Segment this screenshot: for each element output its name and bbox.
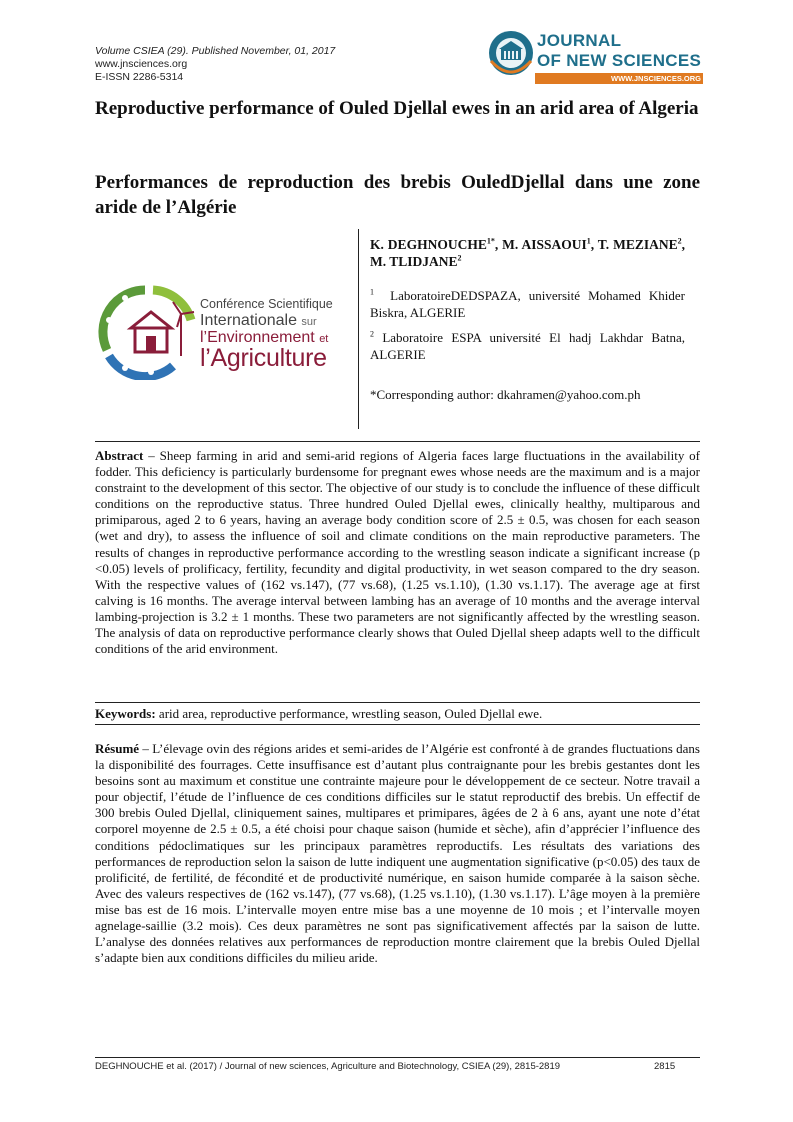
author-3-sup: 2: [677, 236, 682, 246]
author-1: K. DEGHNOUCHE: [370, 237, 487, 252]
conference-logo-line2: [200, 312, 317, 330]
resume-text: – L’élevage ovin des régions arides et semi-arides de l’Algérie est confronté à de grandes fluctuations dans la disponibilité des fourrages. Cette insuffisance est d’autant plus contraignante pour les brebis gestantes dont les besoins sont au maximum et constitue une contrainte majeure pour le développement de ce secteur. Notre travail a pour objectif, l’étude de l’influence de ces conditions difficiles sur le statut reproductif des brebis. Un effectif de 300 brebis Ouled Djellal, cliniquement saines, multipares et primipares, âgées de 2 à 6 ans, ayant une note d’état corporel moyenne de 2.5 ± 0.5, a été choisi pour chaque saison (humide et sèche), afin d’apprécier l’influence des conditions pédoclimatiques sur les principaux paramètres reproductifs. Les résultats des variations des performances de reproduction selon la saison de lutte indiquent une augmentation significative (p<0.05) des taux de prolificité, de fertilité, de fécondité et de productivité numérique, en saison humide comparée à la saison sèche. Avec des valeurs respectives de (162 vs.147), (77 vs.68), (1.25 vs.1.10), (1.30 vs.1.17). L’âge moyen à la première mise bas est de 16 mois. L’intervalle moyen entre mise bas a une moyenne de 10 mois ; et l’intervalle moyen agnelage-saillie (3.2 mois). Ces deux paramètres ne sont pas significativement affectés par la saison de lutte. L’analyse des données relatives aux performances de reproduction montre clairement que la brebis Ouled Djellal s’adapte bien aux conditions difficiles du milieu aride.: [95, 741, 700, 966]
keywords-line: [95, 706, 700, 722]
conference-logo-line2-b: sur: [301, 316, 317, 328]
resume-paragraph: [95, 741, 700, 966]
author-3: , T. MEZIANE: [590, 237, 678, 252]
keywords-bottom-rule: [95, 724, 700, 725]
author-4-sup: 2: [457, 253, 462, 263]
title-french: Performances de reproduction des brebis OuledDjellal dans une zone aride de l’Algérie: [95, 172, 700, 218]
journal-logo-url[interactable]: WWW.JNSCIENCES.ORG: [610, 74, 701, 83]
journal-logo-line1: JOURNAL: [537, 31, 622, 50]
abstract-top-rule: [95, 441, 700, 442]
journal-logo-line2: OF NEW SCIENCES: [537, 51, 702, 70]
conference-logo-line2-a: Internationale: [200, 312, 297, 329]
abstract-label: Abstract: [95, 448, 144, 463]
affiliation-2: [370, 329, 685, 363]
affiliation-1: [370, 287, 685, 321]
corresponding-author: *Corresponding author: dkahramen@yahoo.com.ph: [370, 387, 641, 402]
conference-logo-line4: l’Agriculture: [200, 344, 327, 372]
author-4: , M. TLIDJANE: [370, 237, 685, 269]
conference-logo-line3-b: et: [319, 333, 329, 345]
abstract-text: – Sheep farming in arid and semi-arid regions of Algeria faces large fluctuations in the availability of fodder. This deficiency is particularly burdensome for pregnant ewes whose needs are the maximum and is a major constraint to the development of this sector. The objective of our study is to conclude the influence of these difficult conditions on the reproductive status. Three hundred Ouled Djellal ewes, clinically healthy, multiparous and primiparous, aged 2 to 6 years, having an average body condition score of 2.5 ± 0.5, was chosen for each season (wet and dry), to assess the influence of soil and climate conditions on the main reproductive parameters. The results of changes in reproductive performance according to the wrestling season indicate a significant increase (p <0.05) levels of prolificacy, fertility, fecundity and digital productivity, in wet season compared to the dry season. With the respective values of (162 vs.147), (77 vs.68), (1.25 vs.1.10), (1.30 vs.1.17). The average age at first calving is 16 months. The average interval between lambing has an average of 10 months and the average interval lambing-projection is 3.2 ± 1 months. These two parameters are not significantly affected by the wrestling season. The analysis of data on reproductive performance clearly shows that Ouled Djellal sheep adapts well to the difficult conditions of the arid environment.: [95, 448, 700, 657]
issn-line: E-ISSN 2286-5314: [95, 71, 184, 83]
author-1-sup: 1*: [486, 236, 495, 246]
conference-logo-line3-a: l’Environnement: [200, 329, 315, 346]
volume-line: Volume CSIEA (29). Published November, 01, 2017: [95, 45, 336, 57]
affiliation-2-num: 2: [370, 329, 374, 339]
keywords-text: arid area, reproductive performance, wrestling season, Ouled Djellal ewe.: [155, 706, 543, 721]
page-number: 2815: [654, 1061, 676, 1072]
author-2-sup: 1: [586, 236, 591, 246]
author-2: , M. AISSAOUI: [494, 237, 587, 252]
affiliation-2-text: Laboratoire ESPA université El hadj Lakhdar Batna, ALGERIE: [370, 330, 685, 362]
resume-label: Résumé: [95, 741, 140, 756]
affiliation-1-num: 1: [370, 287, 374, 297]
affiliation-1-text: LaboratoireDEDSPAZA, université Mohamed Khider Biskra, ALGERIE: [370, 288, 685, 320]
abstract-bottom-rule: [95, 702, 700, 703]
abstract-paragraph: [95, 448, 700, 657]
title-english: Reproductive performance of Ouled Djellal ewes in an arid area of Algeria: [95, 98, 699, 119]
footer-citation: DEGHNOUCHE et al. (2017) / Journal of new sciences, Agriculture and Biotechnology, CSIEA (29), 2815-2819: [95, 1061, 561, 1072]
footer-rule: [95, 1057, 700, 1058]
conference-logo-line1: Conférence Scientifique: [200, 297, 333, 311]
vertical-divider: [358, 229, 359, 429]
author-list: [370, 236, 685, 270]
website-line[interactable]: www.jnsciences.org: [95, 58, 188, 70]
journal-header-info: [95, 45, 335, 84]
keywords-label: Keywords:: [95, 706, 156, 721]
